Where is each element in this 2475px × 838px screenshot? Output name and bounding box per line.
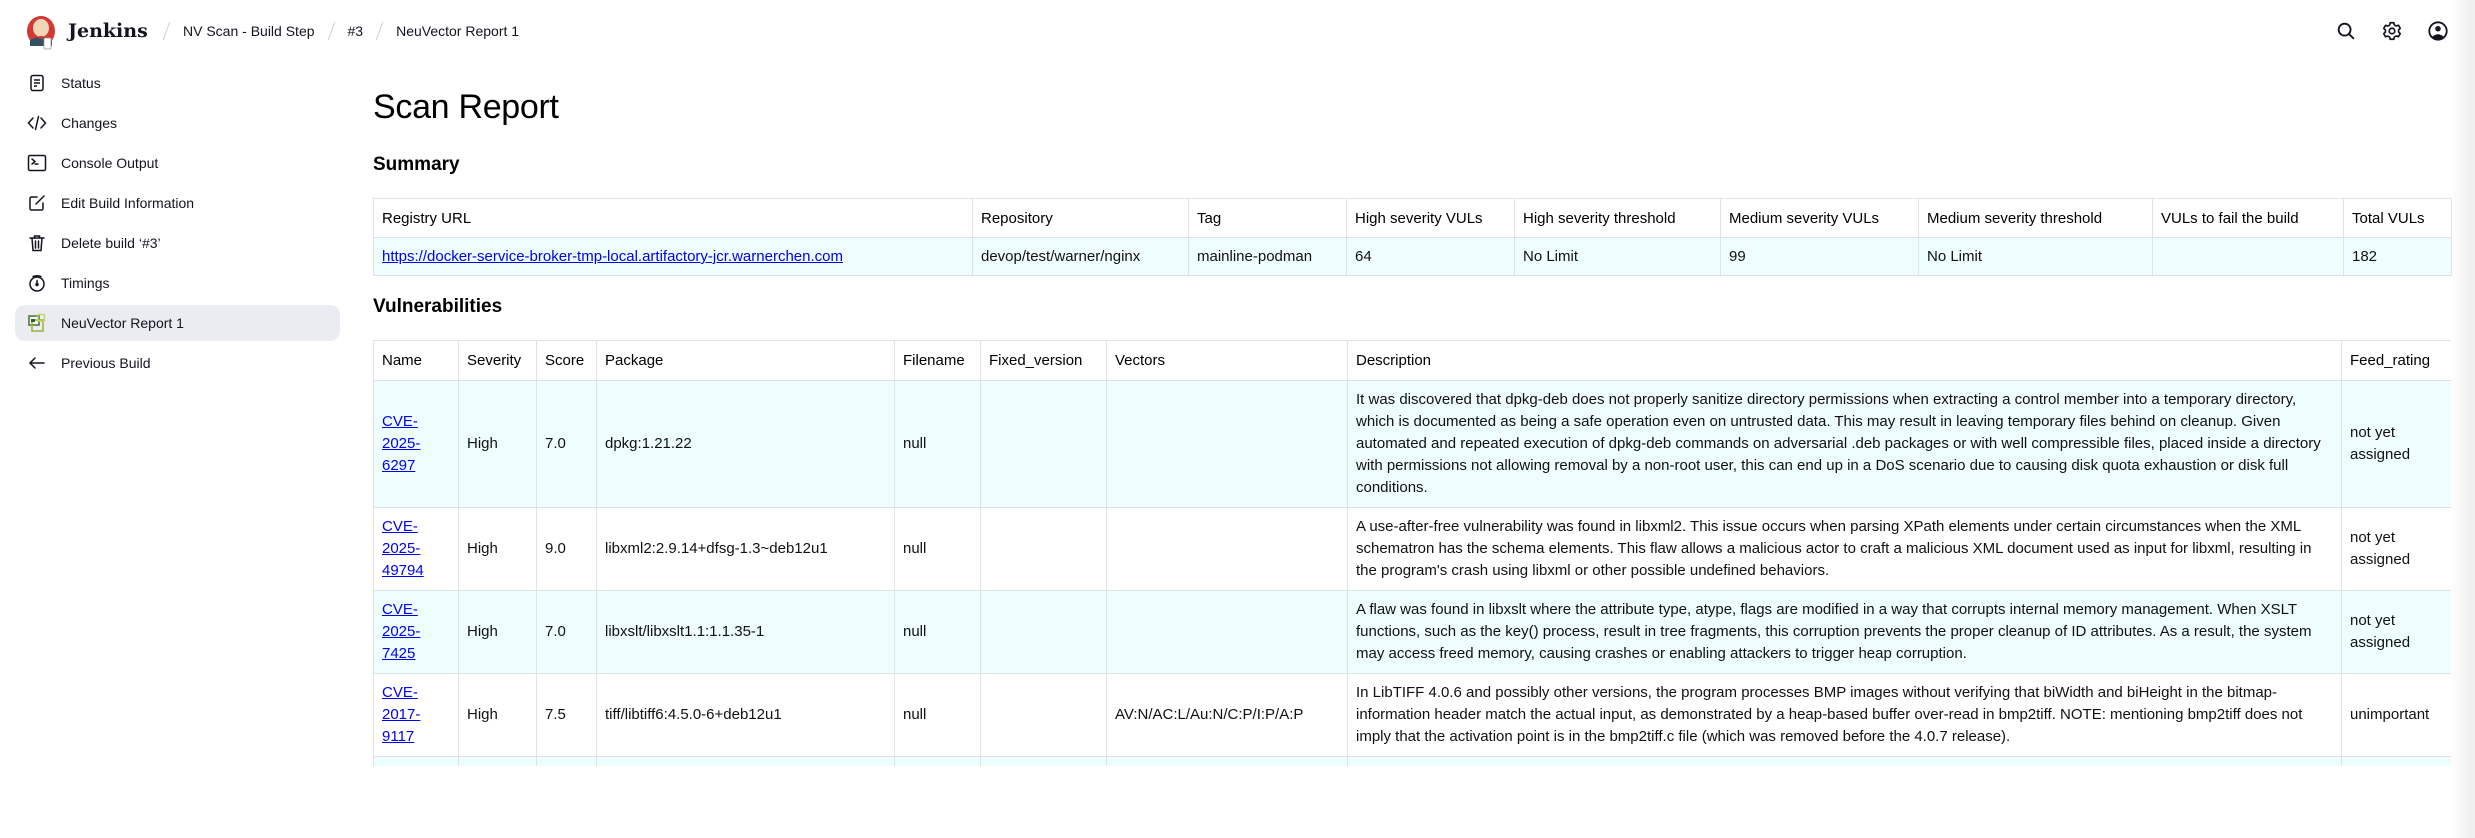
sidebar-item-previous-build[interactable] xyxy=(15,345,340,381)
column-header: Medium severity threshold xyxy=(1919,199,2153,238)
description-cell: A flaw was found in libxslt where the attribute type, atype, flags are modified in a way that corrupts internal memory management. When XSLT functions, such as the key() process, result in tree fragments, this corruption prevents the proper cleanup of ID attributes. As a result, the system may access freed memory, causing crashes or enabling attackers to trigger heap corruption. xyxy=(1348,591,2342,674)
sidebar-item-label: Status xyxy=(61,75,101,91)
breadcrumb-build[interactable]: #3 xyxy=(347,23,364,39)
table-cell xyxy=(374,757,459,767)
column-header: Score xyxy=(537,341,597,381)
sidebar-item-edit-build-information[interactable] xyxy=(15,185,340,221)
cve-link[interactable]: CVE-2025-7425 xyxy=(382,601,421,662)
column-header: Tag xyxy=(1189,199,1347,238)
high-threshold-cell: No Limit xyxy=(1515,238,1721,276)
fixed-version-cell xyxy=(981,381,1107,508)
sidebar-item-console-output[interactable] xyxy=(15,145,340,181)
package-cell: dpkg:1.21.22 xyxy=(597,381,895,508)
feed-rating-cell: not yet assigned xyxy=(2342,508,2452,591)
cve-cell xyxy=(374,591,459,674)
breadcrumb xyxy=(150,22,519,40)
sidebar-item-label: NeuVector Report 1 xyxy=(61,315,184,331)
registry-url-cell xyxy=(374,238,973,276)
vectors-cell: AV:N/AC:L/Au:N/C:P/I:P/A:P xyxy=(1107,674,1348,757)
cve-cell xyxy=(374,674,459,757)
total-vuls-cell: 182 xyxy=(2344,238,2452,276)
breadcrumb-separator xyxy=(376,22,384,40)
column-header: Medium severity VULs xyxy=(1721,199,1919,238)
column-header: Severity xyxy=(459,341,537,381)
summary-table-container xyxy=(373,198,2452,276)
vuln-row xyxy=(374,508,2452,591)
table-cell xyxy=(1107,757,1348,767)
severity-cell: High xyxy=(459,591,537,674)
vulnerabilities-table-container[interactable] xyxy=(373,340,2451,766)
sidebar-item-label: Edit Build Information xyxy=(61,195,195,211)
summary-header-row xyxy=(374,199,2452,238)
table-cell xyxy=(2342,757,2452,767)
gear-icon[interactable] xyxy=(2381,20,2403,42)
severity-cell: High xyxy=(459,381,537,508)
column-header: Registry URL xyxy=(374,199,973,238)
cve-link[interactable]: CVE-2017-9117 xyxy=(382,684,421,745)
score-cell: 9.0 xyxy=(537,508,597,591)
column-header: VULs to fail the build xyxy=(2153,199,2344,238)
sidebar-item-changes[interactable] xyxy=(15,105,340,141)
column-header: Filename xyxy=(895,341,981,381)
vulnerabilities-table xyxy=(373,340,2451,766)
feed-rating-cell: not yet assigned xyxy=(2342,591,2452,674)
tag-cell: mainline-podman xyxy=(1189,238,1347,276)
breadcrumb-separator xyxy=(163,22,171,40)
table-cell xyxy=(981,757,1107,767)
column-header: Feed_rating xyxy=(2342,341,2452,381)
filename-cell: null xyxy=(895,381,981,508)
column-header: Vectors xyxy=(1107,341,1348,381)
user-account-icon[interactable] xyxy=(2427,20,2449,42)
package-cell: libxslt/libxslt1.1:1.1.35-1 xyxy=(597,591,895,674)
breadcrumb-report[interactable]: NeuVector Report 1 xyxy=(396,23,520,39)
score-cell: 7.5 xyxy=(537,674,597,757)
column-header: Fixed_version xyxy=(981,341,1107,381)
arrow-left-icon xyxy=(27,353,47,373)
repository-cell: devop/test/warner/nginx xyxy=(973,238,1189,276)
jenkins-brand[interactable]: Jenkins xyxy=(68,20,148,42)
edit-icon xyxy=(27,193,47,213)
fixed-version-cell xyxy=(981,591,1107,674)
terminal-icon xyxy=(27,153,47,173)
sidebar-item-label: Previous Build xyxy=(61,355,151,371)
table-cell xyxy=(459,757,537,767)
table-cell xyxy=(537,757,597,767)
score-cell: 7.0 xyxy=(537,591,597,674)
score-cell: 7.0 xyxy=(537,381,597,508)
severity-cell: High xyxy=(459,674,537,757)
vuls-to-fail-cell xyxy=(2153,238,2344,276)
column-header: High severity threshold xyxy=(1515,199,1721,238)
column-header: Repository xyxy=(973,199,1189,238)
table-cell xyxy=(895,757,981,767)
stopwatch-icon xyxy=(27,273,47,293)
filename-cell: null xyxy=(895,508,981,591)
vuln-row-partial xyxy=(374,757,2452,767)
severity-cell: High xyxy=(459,508,537,591)
neuvector-icon xyxy=(27,313,47,333)
cve-cell xyxy=(374,508,459,591)
sidebar-item-label: Changes xyxy=(61,115,118,131)
feed-rating-cell: not yet assigned xyxy=(2342,381,2452,508)
vuln-row xyxy=(374,591,2452,674)
vulnerabilities-heading: Vulnerabilities xyxy=(373,296,503,317)
filename-cell: null xyxy=(895,674,981,757)
column-header: Name xyxy=(374,341,459,381)
jenkins-logo-icon[interactable] xyxy=(24,14,58,52)
vectors-cell xyxy=(1107,508,1348,591)
sidebar-item-delete-build[interactable] xyxy=(15,225,340,261)
search-icon[interactable] xyxy=(2335,20,2357,42)
column-header: High severity VULs xyxy=(1347,199,1515,238)
sidebar-item-label: Console Output xyxy=(61,155,159,171)
sidebar-item-timings[interactable] xyxy=(15,265,340,301)
description-cell: It was discovered that dpkg-deb does not properly sanitize directory permissions when extracting a control member into a temporary directory, which is documented as being a safe operation even on untrusted data. This may result in leaving temporary files behind on cleanup. Given automated and repeated execution of dpkg-deb commands on adversarial .deb packages or with well compressible files, placed inside a directory with permissions not allowing removal by a non-root user, this can end up in a DoS scenario due to causing disk quota exhaustion or disk full conditions. xyxy=(1348,381,2342,508)
document-icon xyxy=(27,73,47,93)
column-header: Package xyxy=(597,341,895,381)
column-header: Description xyxy=(1348,341,2342,381)
high-vuls-cell: 64 xyxy=(1347,238,1515,276)
summary-row xyxy=(374,238,2452,276)
sidebar xyxy=(15,65,340,385)
column-header: Total VULs xyxy=(2344,199,2452,238)
page-edge-shade xyxy=(2450,0,2475,838)
trash-icon xyxy=(27,233,47,253)
medium-vuls-cell: 99 xyxy=(1721,238,1919,276)
sidebar-item-label: Timings xyxy=(61,275,110,291)
filename-cell: null xyxy=(895,591,981,674)
sidebar-item-label: Delete build ‘#3’ xyxy=(61,235,161,251)
description-cell: A use-after-free vulnerability was found in libxml2. This issue occurs when parsing XPath elements under certain circumstances when the XML schematron has the schema elements. This flaw allows a malicious actor to craft a malicious XML document used as input for libxml, resulting in the program's crash using libxml or other possible undefined behaviors. xyxy=(1348,508,2342,591)
vectors-cell xyxy=(1107,381,1348,508)
fixed-version-cell xyxy=(981,508,1107,591)
package-cell: tiff/libtiff6:4.5.0-6+deb12u1 xyxy=(597,674,895,757)
vectors-cell xyxy=(1107,591,1348,674)
sidebar-item-status[interactable] xyxy=(15,65,340,101)
fixed-version-cell xyxy=(981,674,1107,757)
summary-heading: Summary xyxy=(373,154,460,175)
description-cell: In LibTIFF 4.0.6 and possibly other versions, the program processes BMP images without verifying that biWidth and biHeight in the bitmap-information header match the actual input, as demonstrated by a heap-based buffer over-read in bmp2tiff. NOTE: mentioning bmp2tiff does not imply that the activation point is in the bmp2tiff.c file (which was removed before the 4.0.7 release). xyxy=(1348,674,2342,757)
table-cell xyxy=(1348,757,2342,767)
feed-rating-cell: unimportant xyxy=(2342,674,2452,757)
table-cell xyxy=(597,757,895,767)
code-icon xyxy=(27,113,47,133)
vuln-row xyxy=(374,381,2452,508)
vuln-row xyxy=(374,674,2452,757)
registry-url-link[interactable]: https://docker-service-broker-tmp-local.artifactory-jcr.warnerchen.com xyxy=(382,248,843,265)
breadcrumb-job[interactable]: NV Scan - Build Step xyxy=(183,23,315,39)
vuln-header-row xyxy=(374,341,2452,381)
package-cell: libxml2:2.9.14+dfsg-1.3~deb12u1 xyxy=(597,508,895,591)
cve-link[interactable]: CVE-2025-6297 xyxy=(382,413,421,474)
top-header xyxy=(0,0,2475,64)
cve-cell xyxy=(374,381,459,508)
page-title: Scan Report xyxy=(373,88,559,126)
summary-table xyxy=(373,198,2452,276)
sidebar-item-neuvector-report[interactable] xyxy=(15,305,340,341)
cve-link[interactable]: CVE-2025-49794 xyxy=(382,518,424,579)
breadcrumb-separator xyxy=(327,22,335,40)
medium-threshold-cell: No Limit xyxy=(1919,238,2153,276)
